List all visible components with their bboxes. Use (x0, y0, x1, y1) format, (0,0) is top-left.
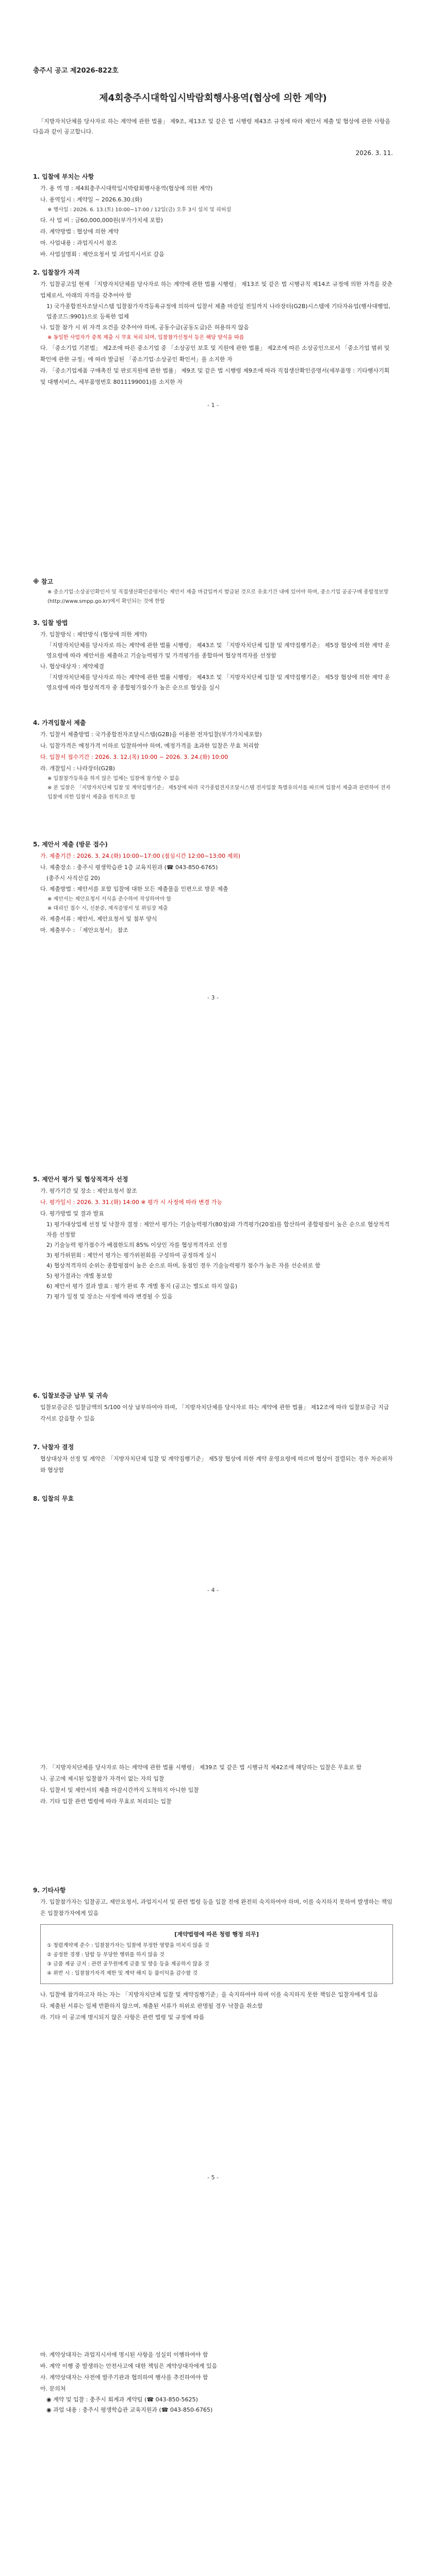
section-title: 1. 입찰에 부치는 사항 (33, 173, 94, 180)
section-11 (33, 2349, 393, 2415)
section-sub: 5) 평가결과는 개별 통보함 (46, 1273, 113, 1279)
section-line: 라. 제출서류 : 제안서, 제안요청서 및 첨부 양식 (40, 916, 157, 922)
section-8 (33, 1443, 393, 1476)
section-10 (33, 1886, 393, 2023)
section-title: 8. 입찰의 무효 (33, 1495, 74, 1502)
section-note: ※ 본 입찰은 「지방자치단체 입찰 및 계약집행기준」 제5장에 따라 국가종합전자조달시스템 전자입찰 특별유의서를 따르며 입찰서 제출과 관련하여 전자입찰에 의한 입찰서 제출을 원칙으로 함 (47, 785, 391, 800)
section-line: 가. 「지방자치단체를 당사자로 하는 계약에 관한 법률 시행령」 제39조 및 같은 법 시행규칙 제42조에 해당하는 입찰은 무효로 함 (40, 1764, 362, 1771)
section-line: 나. 평가일시 : 2026. 3. 31.(화) 14:00 ※ 평가 시 사정에 따라 변경 가능 (40, 1199, 222, 1206)
contact-line: ◉ 과업 내용 : 충주시 평생학습관 교육지원과 (☎ 043-850-6765) (46, 2406, 213, 2413)
section-9 (33, 1494, 393, 1505)
intro-paragraph: 「지방자치단체를 당사자로 하는 계약에 관한 법률」 제9조, 제13조 및 같은 법 시행령 제43조 규정에 따라 제안서 제출 및 협상에 관한 사항을 다음과 같이 공고합니다. (33, 118, 390, 135)
footnote-block (33, 577, 393, 606)
section-sub: 6) 제안서 평가 결과 발표 : 평가 완료 후 개별 통지 (공고는 별도로 하지 않음) (46, 1283, 238, 1290)
contact-line: ◉ 계약 및 입찰 : 충주시 회계과 계약팀 (☎ 043-850-5625) (46, 2396, 198, 2403)
section-line: 다. 「중소기업 기본법」 제2조에 따른 중소기업 중 「소상공인 보호 및 지원에 관한 법률」 제2조에 따른 소상공인으로서 「중소기업 범위 및 확인에 관한 규정」에 따라 발급된 「중소기업·소상공인 확인서」를 소지한 자 (40, 345, 390, 363)
section-line: 가. 입찰공고일 현재 「지방자치단체를 당사자로 하는 계약에 관한 법률 시행령」 제13조 및 같은 법 시행규칙 제14조 규정에 의한 자격을 갖춘 업체로서, 아래의 자격을 갖추어야 함 (40, 281, 393, 299)
box-item: ④ 위반 시 : 입찰참가자격 제한 및 계약 해지 등 불이익을 감수할 것 (47, 1971, 198, 1976)
page-number: - 4 - (207, 1587, 219, 1594)
section-line: 나. 협상대상자 : 계약체결 (40, 663, 104, 670)
section-5 (33, 840, 393, 936)
section-line: 가. 용 역 명 : 제4회충주시대학입시박람회행사용역(협상에 의한 계약) (40, 185, 213, 192)
section-line: 나. 입찰 참가 시 위 자격 요건을 갖추어야 하며, 공동수급(공동도급)은 허용하지 않음 (40, 324, 249, 331)
section-line: 나. 용역일시 : 계약일 ~ 2026.6.30.(화) (40, 196, 142, 203)
section-title: 2. 입찰참가 자격 (33, 269, 80, 276)
section-line: 라. 기타 입찰 관련 법령에 따라 무효로 처리되는 입찰 (40, 1798, 172, 1805)
section-line: 라. 「중소기업제품 구매촉진 및 판로지원에 관한 법률」 제9조 및 같은 법 시행령 제9조에 따라 직접생산확인증명서(세부품명 : 기타행사기획 및 대행서비스, 세부품명번호 8011199001)를 소지한 자 (40, 367, 390, 385)
box-title: [계약법령에 따른 청렴 행정 의무] (174, 1931, 259, 1938)
section-line: 다. 입찰서 접수기간 : 2026. 3. 12.(목) 10:00 ~ 2026. 3. 24.(화) 10:00 (40, 754, 228, 760)
section-7 (33, 1391, 393, 1425)
section-line: 다. 평가방법 및 결과 발표 (40, 1210, 104, 1217)
section-note: ※ 행사일 : 2026. 6. 13.(토) 10:00~17:00 / 12일(금) 오후 3시 설치 및 리허설 (47, 207, 232, 213)
section-title: 3. 입찰 방법 (33, 619, 68, 626)
document-title-block (33, 91, 393, 104)
section-line: 라. 기타 이 공고에 명시되지 않은 사항은 관련 법령 및 규정에 따름 (40, 2014, 205, 2021)
box-item: ③ 금품 제공 금지 : 관련 공무원에게 금품 및 향응 등을 제공하지 않을 것 (47, 1961, 209, 1967)
footnote-text: ※ 중소기업·소상공인확인서 및 직접생산확인증명서는 제안서 제출 마감일까지 발급된 것으로 유효기간 내에 있어야 하며, 중소기업 공공구매 종합정보망(http://www.smpp.go.kr)에서 확인되는 것에 한함 (47, 589, 389, 604)
page-number: - 3 - (207, 994, 219, 1001)
section-title: 5. 제안서 평가 및 협상적격자 선정 (33, 1176, 128, 1183)
section-sub: 2) 기술능력 평가점수가 배점한도의 85% 이상인 자를 협상적격자로 선정 (46, 1242, 227, 1248)
section-line: 가. 평가기간 및 장소 : 제안요청서 참조 (40, 1188, 137, 1194)
footnote-title: ※ 참고 (33, 578, 54, 585)
section-line: 협상대상자 선정 및 계약은 「지방자치단체 입찰 및 계약집행기준」 제5장 협상에 의한 계약 운영요령에 따르며 협상이 결렬되는 경우 차순위자와 협상함 (40, 1455, 393, 1473)
section-line: 바. 계약 이행 중 발생하는 안전사고에 대한 책임은 계약상대자에게 있음 (40, 2363, 218, 2369)
section-line: 라. 개찰일시 : 나라장터(G2B) (40, 765, 115, 772)
section-sub: 1) 국가종합전자조달시스템 입찰참가자격등록규정에 의하여 입찰서 제출 마감일 전일까지 나라장터(G2B)시스템에 기타자유업(행사대행업, 업종코드:9901)으로 등록한 업체 (46, 303, 390, 320)
notice-number: 충주시 공고 제2026-822호 (33, 67, 119, 75)
section-line: 아. 문의처 (40, 2385, 66, 2392)
section-sub: 「지방자치단체를 당사자로 하는 계약에 관한 법률 시행령」 제43조 및 「지방자치단체 입찰 및 계약집행기준」 제5장 협상에 의한 계약 운영요령에 따라 제안서를 제출하고 기술능력평가 및 가격평가를 종합하여 협상적격자를 선정함 (46, 642, 390, 659)
section-note: ※ 동일한 사업자가 중복 제출 시 무효 처리 되며, 입찰참가신청서 등은 해당 양식을 따름 (47, 335, 244, 341)
section-line: 다. 제출된 서류는 일체 반환하지 않으며, 제출된 서류가 허위로 판명될 경우 낙찰을 취소함 (40, 2003, 263, 2009)
section-title: 4. 가격입찰서 제출 (33, 719, 86, 726)
section-line: 마. 계약상대자는 과업지시서에 명시된 사항을 성실히 이행하여야 함 (40, 2351, 208, 2358)
section-sub: 3) 평가위원회 : 제안서 평가는 평가위원회를 구성하여 공정하게 실시 (46, 1252, 217, 1259)
notice-date: 2026. 3. 11. (355, 149, 393, 157)
section-title: 9. 기타사항 (33, 1887, 66, 1894)
section-line: 나. 공고에 제시된 입찰참가 자격이 없는 자의 입찰 (40, 1775, 165, 1782)
section-line: 사. 계약상대자는 사전에 발주기관과 협의하여 행사를 추진하여야 함 (40, 2374, 208, 2381)
page-number: - 5 - (207, 2174, 219, 2181)
section-line: 라. 계약방법 : 협상에 의한 계약 (40, 228, 119, 235)
integrity-box (40, 1924, 393, 1984)
section-line: 가. 입찰참가자는 입찰공고, 제안요청서, 과업지시서 및 관련 법령 등을 입찰 전에 완전히 숙지하여야 하며, 이를 숙지하지 못하여 발생하는 책임은 입찰참가자에게 있음 (40, 1899, 392, 1917)
section-line: 마. 사업내용 : 과업지시서 참조 (40, 240, 117, 246)
section-2 (33, 268, 393, 388)
section-line: 나. 제출장소 : 충주시 평생학습관 1층 교육지원과 (☎ 043-850-6765) (40, 864, 218, 871)
section-4 (33, 718, 393, 802)
section-line: 가. 입찰방식 : 제안방식 (협상에 의한 계약) (40, 631, 147, 638)
section-sub: 「지방자치단체를 당사자로 하는 계약에 관한 법률 시행령」 제43조 및 「지방자치단체 입찰 및 계약집행기준」 제5장 협상에 의한 계약 운영요령에 따라 협상적격자 중 종합평가점수가 높은 순으로 협상을 실시 (46, 674, 390, 691)
section-title: 6. 입찰보증금 납부 및 귀속 (33, 1392, 108, 1399)
section-line: 바. 사업설명회 : 제안요청서 및 과업지시서로 갈음 (40, 251, 165, 258)
section-9-continued (33, 1762, 393, 1807)
section-line: 다. 입찰서 및 제안서의 제출 마감시간까지 도착하지 아니한 입찰 (40, 1787, 199, 1793)
section-3 (33, 618, 393, 693)
section-line: 다. 사 업 비 : 금60,000,000원(부가가치세 포함) (40, 217, 163, 224)
section-line: 나. 입찰에 참가하고자 하는 자는 「지방자치단체 입찰 및 계약집행기준」을 숙지하여야 하며 이를 숙지하지 못한 책임은 입찰자에게 있음 (40, 1991, 379, 1998)
section-sub: 7) 평가 일정 및 장소는 사정에 따라 변경될 수 있음 (46, 1293, 173, 1300)
section-note: ※ 입찰참가등록을 하지 않은 업체는 입찰에 참가할 수 없음 (47, 776, 179, 782)
section-line: 가. 입찰서 제출방법 : 국가종합전자조달시스템(G2B)을 이용한 전자입찰(부가가치세포함) (40, 731, 262, 738)
section-line: 가. 제출기간 : 2026. 3. 24.(화) 10:00~17:00 (점심시간 12:00~13:00 제외) (40, 853, 241, 859)
section-6 (33, 1175, 393, 1302)
section-line: 다. 제출방법 : 제안서를 포함 입찰에 대한 모든 제출물을 인편으로 방문 제출 (40, 886, 228, 892)
box-item: ② 공정한 경쟁 : 담합 등 부당한 행위를 하지 않을 것 (47, 1952, 165, 1958)
section-sub: 4) 협상적격자의 순위는 종합평점이 높은 순으로 하며, 동점인 경우 기술능력평가 점수가 높은 자를 선순위로 함 (46, 1262, 321, 1269)
section-sub: 1) 평가대상업체 선정 및 낙찰자 결정 : 제안서 평가는 기술능력평가(80점)와 가격평가(20점)를 합산하여 종합평점이 높은 순으로 협상적격자를 선정함 (46, 1221, 390, 1238)
section-title: 5. 제안서 제출 (방문 접수) (33, 841, 108, 848)
section-1 (33, 172, 393, 260)
section-note: ※ 대리인 접수 시, 신분증, 재직증명서 및 위임장 제출 (47, 906, 168, 911)
section-note: ※ 제안서는 제안요청서 서식을 준수하여 작성하여야 함 (47, 896, 171, 902)
document-title: 제4회충주시대학입시박람회행사용역(협상에 의한 계약) (99, 93, 327, 104)
page-number: - 1 - (207, 402, 219, 409)
section-line: 입찰보증금은 입찰금액의 5/100 이상 납부하여야 하며, 「지방자치단체를 당사자로 하는 계약에 관한 법률」 제12조에 따라 입찰보증금 지급각서로 갈음할 수 있음 (40, 1404, 389, 1422)
section-sub: (충주시 사직산길 20) (46, 875, 100, 882)
section-title: 7. 낙찰자 결정 (33, 1444, 74, 1451)
section-line: 나. 입찰가격은 예정가격 이하로 입찰하여야 하며, 예정가격을 초과한 입찰은 무효 처리함 (40, 742, 259, 749)
section-line: 마. 제출부수 : 「제안요청서」 참조 (40, 927, 128, 934)
box-item: ① 청렴계약제 준수 : 입찰참가자는 입찰에 부정한 영향을 미치지 않을 것 (47, 1943, 209, 1948)
